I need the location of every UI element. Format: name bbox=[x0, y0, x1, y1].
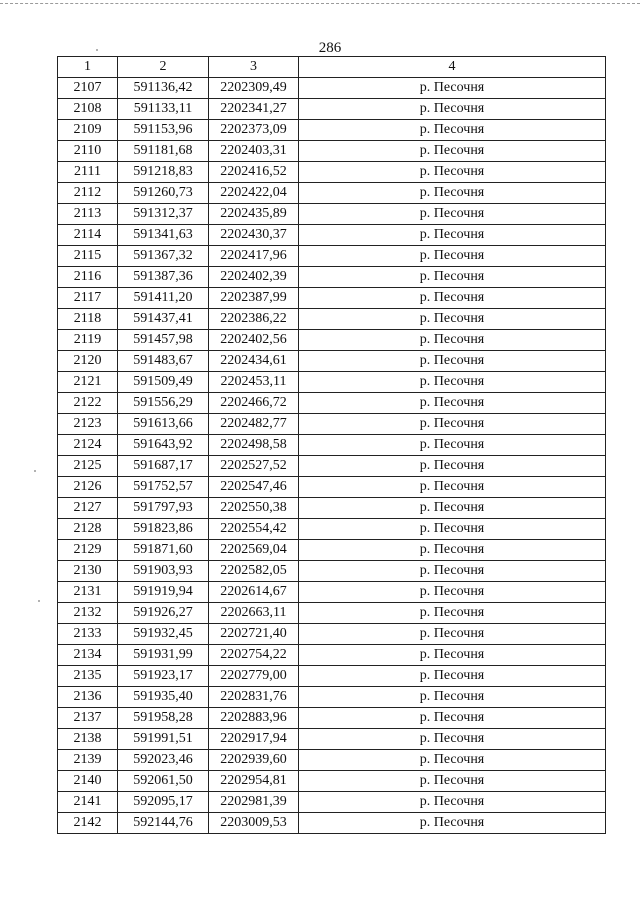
x-coordinate-cell: 591218,83 bbox=[118, 162, 209, 183]
point-number-cell: 2107 bbox=[58, 78, 118, 99]
description-cell: р. Песочня bbox=[299, 414, 606, 435]
y-coordinate-cell: 2202402,39 bbox=[209, 267, 299, 288]
table-row bbox=[58, 729, 606, 750]
point-number-cell: 2136 bbox=[58, 687, 118, 708]
x-coordinate-cell: 592023,46 bbox=[118, 750, 209, 771]
y-coordinate-cell: 2202402,56 bbox=[209, 330, 299, 351]
y-coordinate-cell: 2202482,77 bbox=[209, 414, 299, 435]
y-coordinate-cell: 2202498,58 bbox=[209, 435, 299, 456]
x-coordinate-cell: 591556,29 bbox=[118, 393, 209, 414]
table-row bbox=[58, 624, 606, 645]
point-number-cell: 2131 bbox=[58, 582, 118, 603]
x-coordinate-cell: 592061,50 bbox=[118, 771, 209, 792]
description-cell: р. Песочня bbox=[299, 120, 606, 141]
point-number-cell: 2127 bbox=[58, 498, 118, 519]
description-cell: р. Песочня bbox=[299, 141, 606, 162]
description-cell: р. Песочня bbox=[299, 666, 606, 687]
x-coordinate-cell: 591181,68 bbox=[118, 141, 209, 162]
table-row bbox=[58, 813, 606, 834]
table-row bbox=[58, 393, 606, 414]
point-number-cell: 2137 bbox=[58, 708, 118, 729]
y-coordinate-cell: 2202917,94 bbox=[209, 729, 299, 750]
y-coordinate-cell: 2202417,96 bbox=[209, 246, 299, 267]
table-row bbox=[58, 771, 606, 792]
table-row bbox=[58, 792, 606, 813]
x-coordinate-cell: 591797,93 bbox=[118, 498, 209, 519]
y-coordinate-cell: 2202663,11 bbox=[209, 603, 299, 624]
scan-top-edge bbox=[0, 3, 640, 4]
x-coordinate-cell: 591991,51 bbox=[118, 729, 209, 750]
y-coordinate-cell: 2202779,00 bbox=[209, 666, 299, 687]
description-cell: р. Песочня bbox=[299, 204, 606, 225]
y-coordinate-cell: 2202614,67 bbox=[209, 582, 299, 603]
description-cell: р. Песочня bbox=[299, 351, 606, 372]
table-row bbox=[58, 603, 606, 624]
table-row bbox=[58, 246, 606, 267]
x-coordinate-cell: 591871,60 bbox=[118, 540, 209, 561]
point-number-cell: 2125 bbox=[58, 456, 118, 477]
x-coordinate-cell: 591509,49 bbox=[118, 372, 209, 393]
description-cell: р. Песочня bbox=[299, 498, 606, 519]
table-row bbox=[58, 309, 606, 330]
column-header-x: 2 bbox=[118, 57, 209, 78]
page-number: 286 bbox=[318, 40, 342, 56]
table-row bbox=[58, 666, 606, 687]
point-number-cell: 2108 bbox=[58, 99, 118, 120]
x-coordinate-cell: 591931,99 bbox=[118, 645, 209, 666]
x-coordinate-cell: 591926,27 bbox=[118, 603, 209, 624]
point-number-cell: 2138 bbox=[58, 729, 118, 750]
x-coordinate-cell: 591483,67 bbox=[118, 351, 209, 372]
header-row bbox=[58, 57, 606, 78]
description-cell: р. Песочня bbox=[299, 99, 606, 120]
x-coordinate-cell: 591752,57 bbox=[118, 477, 209, 498]
point-number-cell: 2135 bbox=[58, 666, 118, 687]
point-number-cell: 2139 bbox=[58, 750, 118, 771]
y-coordinate-cell: 2202981,39 bbox=[209, 792, 299, 813]
table-row bbox=[58, 519, 606, 540]
description-cell: р. Песочня bbox=[299, 309, 606, 330]
description-cell: р. Песочня bbox=[299, 645, 606, 666]
point-number-cell: 2121 bbox=[58, 372, 118, 393]
x-coordinate-cell: 591437,41 bbox=[118, 309, 209, 330]
y-coordinate-cell: 2202831,76 bbox=[209, 687, 299, 708]
x-coordinate-cell: 591341,63 bbox=[118, 225, 209, 246]
description-cell: р. Песочня bbox=[299, 267, 606, 288]
point-number-cell: 2132 bbox=[58, 603, 118, 624]
y-coordinate-cell: 2203009,53 bbox=[209, 813, 299, 834]
point-number-cell: 2110 bbox=[58, 141, 118, 162]
scan-mark bbox=[38, 600, 40, 602]
description-cell: р. Песочня bbox=[299, 246, 606, 267]
x-coordinate-cell: 591932,45 bbox=[118, 624, 209, 645]
table-row bbox=[58, 204, 606, 225]
description-cell: р. Песочня bbox=[299, 456, 606, 477]
description-cell: р. Песочня bbox=[299, 603, 606, 624]
point-number-cell: 2141 bbox=[58, 792, 118, 813]
column-header-number: 1 bbox=[58, 57, 118, 78]
table-row bbox=[58, 120, 606, 141]
x-coordinate-cell: 591613,66 bbox=[118, 414, 209, 435]
y-coordinate-cell: 2202453,11 bbox=[209, 372, 299, 393]
description-cell: р. Песочня bbox=[299, 78, 606, 99]
description-cell: р. Песочня bbox=[299, 393, 606, 414]
description-cell: р. Песочня bbox=[299, 687, 606, 708]
y-coordinate-cell: 2202721,40 bbox=[209, 624, 299, 645]
point-number-cell: 2142 bbox=[58, 813, 118, 834]
description-cell: р. Песочня bbox=[299, 771, 606, 792]
table-row bbox=[58, 498, 606, 519]
table-row bbox=[58, 687, 606, 708]
y-coordinate-cell: 2202387,99 bbox=[209, 288, 299, 309]
point-number-cell: 2111 bbox=[58, 162, 118, 183]
point-number-cell: 2133 bbox=[58, 624, 118, 645]
point-number-cell: 2124 bbox=[58, 435, 118, 456]
y-coordinate-cell: 2202434,61 bbox=[209, 351, 299, 372]
x-coordinate-cell: 591260,73 bbox=[118, 183, 209, 204]
table-row bbox=[58, 225, 606, 246]
point-number-cell: 2117 bbox=[58, 288, 118, 309]
y-coordinate-cell: 2202569,04 bbox=[209, 540, 299, 561]
description-cell: р. Песочня bbox=[299, 750, 606, 771]
x-coordinate-cell: 591823,86 bbox=[118, 519, 209, 540]
y-coordinate-cell: 2202386,22 bbox=[209, 309, 299, 330]
table-row bbox=[58, 351, 606, 372]
point-number-cell: 2113 bbox=[58, 204, 118, 225]
description-cell: р. Песочня bbox=[299, 435, 606, 456]
description-cell: р. Песочня bbox=[299, 225, 606, 246]
x-coordinate-cell: 591411,20 bbox=[118, 288, 209, 309]
column-header-y: 3 bbox=[209, 57, 299, 78]
table-body bbox=[58, 78, 606, 834]
coordinates-table bbox=[57, 56, 606, 834]
y-coordinate-cell: 2202373,09 bbox=[209, 120, 299, 141]
table-row bbox=[58, 540, 606, 561]
table-row bbox=[58, 372, 606, 393]
x-coordinate-cell: 592095,17 bbox=[118, 792, 209, 813]
description-cell: р. Песочня bbox=[299, 582, 606, 603]
table-row bbox=[58, 477, 606, 498]
point-number-cell: 2112 bbox=[58, 183, 118, 204]
table-row bbox=[58, 435, 606, 456]
table-row bbox=[58, 78, 606, 99]
table-row bbox=[58, 708, 606, 729]
point-number-cell: 2128 bbox=[58, 519, 118, 540]
y-coordinate-cell: 2202435,89 bbox=[209, 204, 299, 225]
table-row bbox=[58, 99, 606, 120]
y-coordinate-cell: 2202547,46 bbox=[209, 477, 299, 498]
table-row bbox=[58, 141, 606, 162]
table-row bbox=[58, 582, 606, 603]
point-number-cell: 2116 bbox=[58, 267, 118, 288]
y-coordinate-cell: 2202341,27 bbox=[209, 99, 299, 120]
point-number-cell: 2120 bbox=[58, 351, 118, 372]
y-coordinate-cell: 2202466,72 bbox=[209, 393, 299, 414]
y-coordinate-cell: 2202309,49 bbox=[209, 78, 299, 99]
y-coordinate-cell: 2202422,04 bbox=[209, 183, 299, 204]
description-cell: р. Песочня bbox=[299, 288, 606, 309]
y-coordinate-cell: 2202527,52 bbox=[209, 456, 299, 477]
x-coordinate-cell: 591312,37 bbox=[118, 204, 209, 225]
point-number-cell: 2130 bbox=[58, 561, 118, 582]
point-number-cell: 2119 bbox=[58, 330, 118, 351]
x-coordinate-cell: 592144,76 bbox=[118, 813, 209, 834]
description-cell: р. Песочня bbox=[299, 561, 606, 582]
x-coordinate-cell: 591923,17 bbox=[118, 666, 209, 687]
description-cell: р. Песочня bbox=[299, 477, 606, 498]
x-coordinate-cell: 591958,28 bbox=[118, 708, 209, 729]
point-number-cell: 2114 bbox=[58, 225, 118, 246]
x-coordinate-cell: 591367,32 bbox=[118, 246, 209, 267]
description-cell: р. Песочня bbox=[299, 519, 606, 540]
table-row bbox=[58, 456, 606, 477]
table-row bbox=[58, 645, 606, 666]
column-header-description: 4 bbox=[299, 57, 606, 78]
description-cell: р. Песочня bbox=[299, 372, 606, 393]
table-header bbox=[58, 57, 606, 78]
y-coordinate-cell: 2202430,37 bbox=[209, 225, 299, 246]
x-coordinate-cell: 591136,42 bbox=[118, 78, 209, 99]
x-coordinate-cell: 591153,96 bbox=[118, 120, 209, 141]
table-row bbox=[58, 288, 606, 309]
y-coordinate-cell: 2202754,22 bbox=[209, 645, 299, 666]
description-cell: р. Песочня bbox=[299, 708, 606, 729]
description-cell: р. Песочня bbox=[299, 183, 606, 204]
description-cell: р. Песочня bbox=[299, 729, 606, 750]
description-cell: р. Песочня bbox=[299, 330, 606, 351]
point-number-cell: 2118 bbox=[58, 309, 118, 330]
description-cell: р. Песочня bbox=[299, 624, 606, 645]
table-row bbox=[58, 183, 606, 204]
x-coordinate-cell: 591457,98 bbox=[118, 330, 209, 351]
x-coordinate-cell: 591387,36 bbox=[118, 267, 209, 288]
x-coordinate-cell: 591643,92 bbox=[118, 435, 209, 456]
y-coordinate-cell: 2202403,31 bbox=[209, 141, 299, 162]
table-row bbox=[58, 414, 606, 435]
y-coordinate-cell: 2202554,42 bbox=[209, 519, 299, 540]
y-coordinate-cell: 2202954,81 bbox=[209, 771, 299, 792]
scan-mark bbox=[34, 470, 36, 472]
x-coordinate-cell: 591935,40 bbox=[118, 687, 209, 708]
description-cell: р. Песочня bbox=[299, 162, 606, 183]
point-number-cell: 2126 bbox=[58, 477, 118, 498]
point-number-cell: 2129 bbox=[58, 540, 118, 561]
table-row bbox=[58, 162, 606, 183]
y-coordinate-cell: 2202883,96 bbox=[209, 708, 299, 729]
x-coordinate-cell: 591919,94 bbox=[118, 582, 209, 603]
x-coordinate-cell: 591687,17 bbox=[118, 456, 209, 477]
y-coordinate-cell: 2202550,38 bbox=[209, 498, 299, 519]
point-number-cell: 2115 bbox=[58, 246, 118, 267]
point-number-cell: 2140 bbox=[58, 771, 118, 792]
y-coordinate-cell: 2202582,05 bbox=[209, 561, 299, 582]
description-cell: р. Песочня bbox=[299, 540, 606, 561]
x-coordinate-cell: 591903,93 bbox=[118, 561, 209, 582]
table-row bbox=[58, 561, 606, 582]
description-cell: р. Песочня bbox=[299, 813, 606, 834]
y-coordinate-cell: 2202416,52 bbox=[209, 162, 299, 183]
point-number-cell: 2109 bbox=[58, 120, 118, 141]
point-number-cell: 2122 bbox=[58, 393, 118, 414]
description-cell: р. Песочня bbox=[299, 792, 606, 813]
y-coordinate-cell: 2202939,60 bbox=[209, 750, 299, 771]
table-row bbox=[58, 330, 606, 351]
point-number-cell: 2134 bbox=[58, 645, 118, 666]
table-row bbox=[58, 267, 606, 288]
x-coordinate-cell: 591133,11 bbox=[118, 99, 209, 120]
table-row bbox=[58, 750, 606, 771]
point-number-cell: 2123 bbox=[58, 414, 118, 435]
